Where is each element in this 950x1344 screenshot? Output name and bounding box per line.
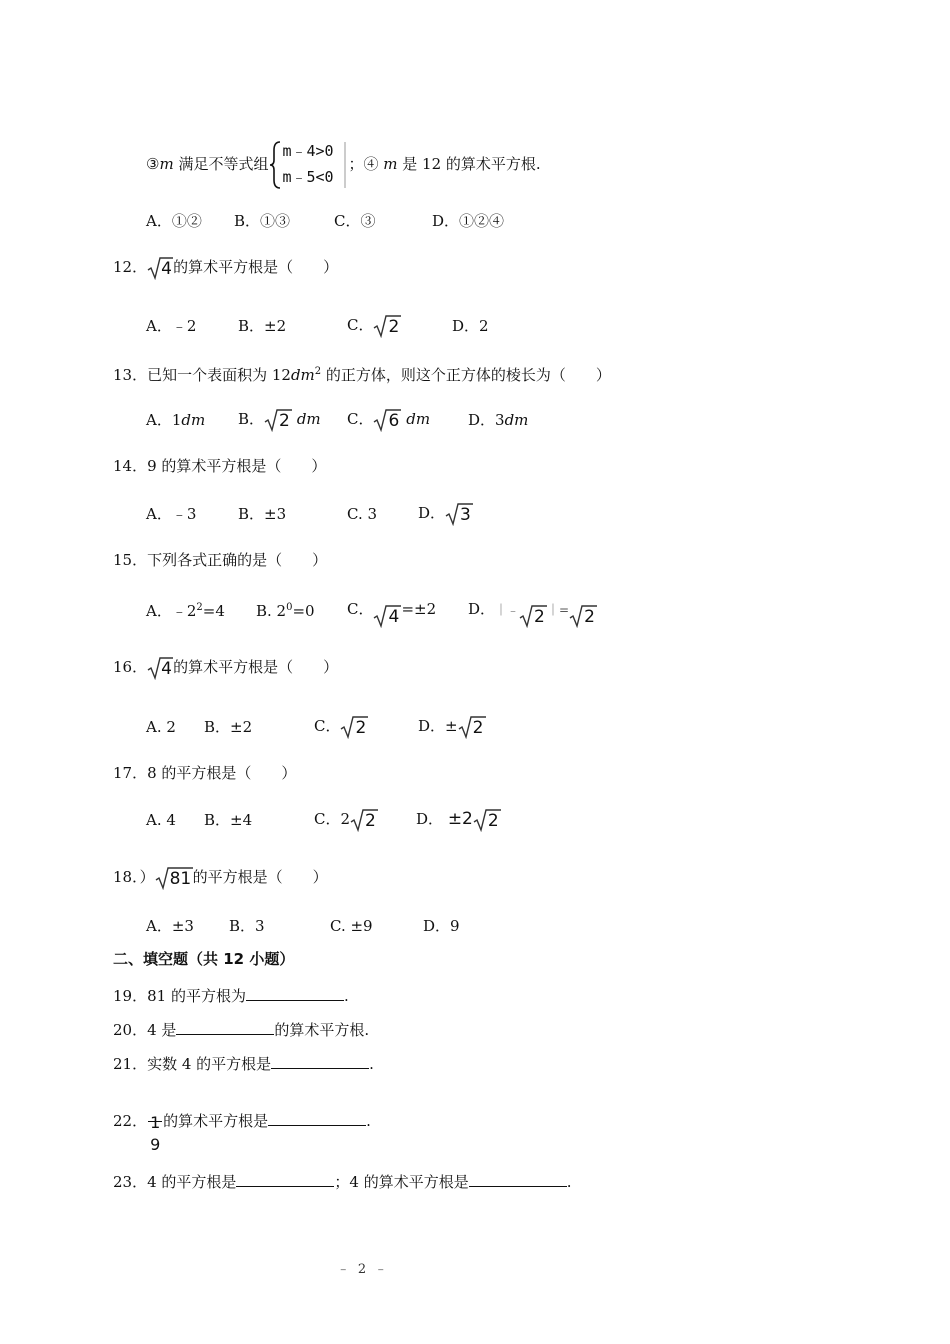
q16-option-c-label: C．: [314, 717, 341, 735]
q15-option-b-rest: =0: [292, 602, 315, 620]
q15-option-a-text: A．﹣2: [146, 602, 197, 620]
radicand: 2: [487, 811, 499, 831]
q15-option-b-exponent: 0: [286, 602, 293, 613]
q14-option-a[interactable]: A．﹣3: [146, 505, 197, 523]
q15-option-d-label: D．: [468, 600, 496, 618]
q16-stem: [113, 656, 338, 680]
radicand: 81: [169, 869, 192, 889]
inequality-system: [268, 140, 348, 190]
radicand: 4: [388, 607, 400, 627]
q12-option-c-label: C．: [347, 316, 374, 334]
q15-option-c[interactable]: [347, 598, 437, 627]
q22: [113, 1099, 371, 1154]
q18-option-c[interactable]: C. ±9: [330, 917, 373, 935]
radicand: 2: [472, 718, 484, 738]
q16-option-a[interactable]: A. 2: [146, 718, 176, 736]
q13-option-a-label: A．1: [146, 411, 182, 429]
q18-stem-text: 的平方根是（ ）: [192, 868, 328, 886]
q14-option-c[interactable]: C. 3: [347, 505, 378, 523]
sqrt-radical: [373, 408, 401, 432]
q13-option-d-unit: dm: [504, 411, 529, 429]
q13-option-c-label: C．: [347, 410, 374, 428]
q16-option-c[interactable]: [314, 715, 368, 739]
q16-option-d[interactable]: [418, 715, 486, 739]
q15-option-b[interactable]: [256, 598, 315, 621]
radicand: 2: [279, 411, 290, 431]
q13-option-a[interactable]: [146, 410, 205, 430]
radicand: 2: [388, 317, 400, 337]
q13-option-b-label: B．: [238, 410, 265, 428]
q21-text: 21．实数 4 的平方根是: [113, 1055, 272, 1073]
sqrt-radical: [445, 502, 473, 526]
q15-abs-close: ｜=: [547, 603, 570, 617]
q23-text-2: ；4 的算术平方根是: [334, 1173, 469, 1191]
q11-option-d[interactable]: D．①②④: [432, 212, 505, 230]
sqrt-radical: [569, 604, 597, 628]
sqrt-radical: [340, 715, 368, 739]
q21-end: .: [369, 1055, 374, 1073]
q18-option-d[interactable]: D．9: [423, 917, 460, 935]
q13-option-c[interactable]: [347, 408, 430, 432]
radicand: 3: [460, 505, 471, 525]
q17-option-d-label: D．: [416, 810, 444, 828]
q17-option-c-label: C．2: [314, 810, 351, 828]
sqrt-radical: [264, 408, 292, 432]
q12-stem: [113, 256, 338, 280]
q11-option-b[interactable]: B．①③: [234, 212, 291, 230]
q13-exponent: 2: [314, 366, 322, 377]
system-bar: [344, 140, 348, 190]
q22-text: 的算术平方根是: [163, 1112, 269, 1130]
q12-option-b[interactable]: B．±2: [238, 317, 287, 335]
q20: [113, 1018, 369, 1040]
q19-text: 19．81 的平方根为: [113, 987, 246, 1005]
q13-unit: dm: [290, 366, 315, 384]
q17-option-d-coef: ±2: [447, 809, 473, 829]
q14-option-d[interactable]: [418, 502, 473, 526]
page-number: ﹣ 2 ﹣: [336, 1262, 390, 1277]
fraction: [147, 1101, 163, 1154]
sqrt-radical: [147, 656, 173, 680]
q11-option-c[interactable]: C．③: [334, 212, 376, 230]
q22-number: 22．: [113, 1112, 148, 1130]
answer-blank[interactable]: [268, 1109, 366, 1126]
q23: [113, 1170, 572, 1192]
sqrt-radical: [147, 256, 173, 280]
q19-end: .: [343, 987, 349, 1005]
q23-text-1: 23．4 的平方根是: [113, 1173, 237, 1191]
q13-option-c-unit: dm: [406, 410, 431, 428]
q13-option-b[interactable]: [238, 408, 321, 432]
q19: [113, 984, 349, 1006]
answer-blank[interactable]: [271, 1052, 369, 1069]
answer-blank[interactable]: [246, 984, 344, 1001]
q12-option-d[interactable]: D．2: [452, 317, 489, 335]
q14-stem: 14．9 的算术平方根是（ ）: [113, 457, 327, 475]
q16-stem-text: 的算术平方根是（ ）: [173, 658, 339, 676]
radicand: 6: [388, 411, 400, 431]
radicand: 4: [161, 659, 172, 679]
q15-option-b-text: B. 2: [256, 602, 287, 620]
q15-option-a-exponent: 2: [196, 602, 203, 613]
q11-text-4: 是 12 的算术平方根.: [397, 155, 541, 173]
q15-option-c-rest: =±2: [401, 600, 437, 618]
sqrt-radical: [373, 604, 401, 628]
q16-number: 16．: [113, 658, 148, 676]
sqrt-radical: [519, 604, 547, 628]
q15-option-a[interactable]: [146, 598, 225, 621]
q11-var-m-2: m: [383, 155, 398, 173]
q11-var-m: m: [159, 155, 174, 173]
inequality-row-1: m﹣4>0: [282, 142, 334, 160]
q11-statement: [146, 140, 541, 190]
q13-stem-text-1: 13．已知一个表面积为 12: [113, 366, 291, 384]
q18-option-b[interactable]: B．3: [229, 917, 265, 935]
answer-blank[interactable]: [236, 1170, 334, 1187]
radicand: 2: [584, 607, 595, 627]
q15-option-d[interactable]: [468, 598, 597, 627]
fraction-bar: [148, 1121, 162, 1122]
q12-option-c[interactable]: [347, 314, 401, 338]
sqrt-radical: [155, 866, 193, 890]
q11-option-a[interactable]: A．①②: [146, 212, 202, 230]
q17-stem: 17．8 的平方根是（ ）: [113, 764, 297, 782]
answer-blank[interactable]: [176, 1018, 274, 1035]
q12-stem-text: 的算术平方根是（ ）: [173, 258, 339, 276]
radicand: 2: [365, 811, 376, 831]
q17-option-b[interactable]: B．±4: [204, 811, 253, 829]
q14-option-d-label: D．: [418, 504, 446, 522]
q17-option-c[interactable]: [314, 808, 378, 832]
sqrt-radical: [473, 808, 501, 832]
q13-stem: [113, 362, 611, 385]
sqrt-radical: [373, 314, 401, 338]
q13-option-a-unit: dm: [181, 411, 206, 429]
section-heading: 二、填空题（共 12 小题）: [113, 950, 295, 968]
fraction-denominator: 9: [150, 1135, 161, 1154]
left-brace-icon: [268, 140, 282, 190]
q15-option-c-label: C．: [347, 600, 374, 618]
radicand: 4: [161, 259, 172, 279]
q18-stem: [113, 866, 328, 890]
q13-option-d[interactable]: [468, 410, 528, 430]
q18-number: 18．）: [113, 868, 155, 886]
sqrt-radical: [458, 715, 486, 739]
radicand: 2: [534, 607, 545, 627]
sqrt-radical: [350, 808, 378, 832]
q13-option-b-unit: dm: [296, 410, 321, 428]
q17-option-a[interactable]: A. 4: [146, 811, 176, 829]
q22-end: .: [366, 1112, 371, 1130]
q17-option-d[interactable]: [416, 808, 501, 832]
inequality-row-2: m﹣5<0: [282, 168, 334, 186]
q21: [113, 1052, 374, 1074]
q12-option-a[interactable]: A．﹣2: [146, 317, 197, 335]
q13-option-d-label: D．3: [468, 411, 505, 429]
q20-end: 的算术平方根.: [274, 1021, 370, 1039]
q11-text-2: 满足不等式组: [173, 155, 269, 173]
radicand: 2: [355, 718, 367, 738]
q16-option-b[interactable]: B．±2: [204, 718, 253, 736]
q23-end: .: [566, 1173, 572, 1191]
q20-text: 20．4 是: [113, 1021, 177, 1039]
q14-option-b[interactable]: B．±3: [238, 505, 287, 523]
q15-abs-open: ｜﹣: [495, 603, 520, 617]
q18-option-a[interactable]: A．±3: [146, 917, 194, 935]
q11-text-1: ③: [146, 155, 160, 173]
q13-stem-text-2: 的正方体，则这个正方体的棱长为（ ）: [321, 366, 611, 384]
q12-number: 12．: [113, 258, 148, 276]
q11-text-3: ；④: [348, 155, 384, 173]
fraction-numerator: 1: [150, 1113, 161, 1132]
q15-stem: 15．下列各式正确的是（ ）: [113, 551, 328, 569]
q16-option-d-label: D．±: [418, 717, 458, 735]
q15-option-a-rest: =4: [202, 602, 225, 620]
answer-blank[interactable]: [469, 1170, 567, 1187]
